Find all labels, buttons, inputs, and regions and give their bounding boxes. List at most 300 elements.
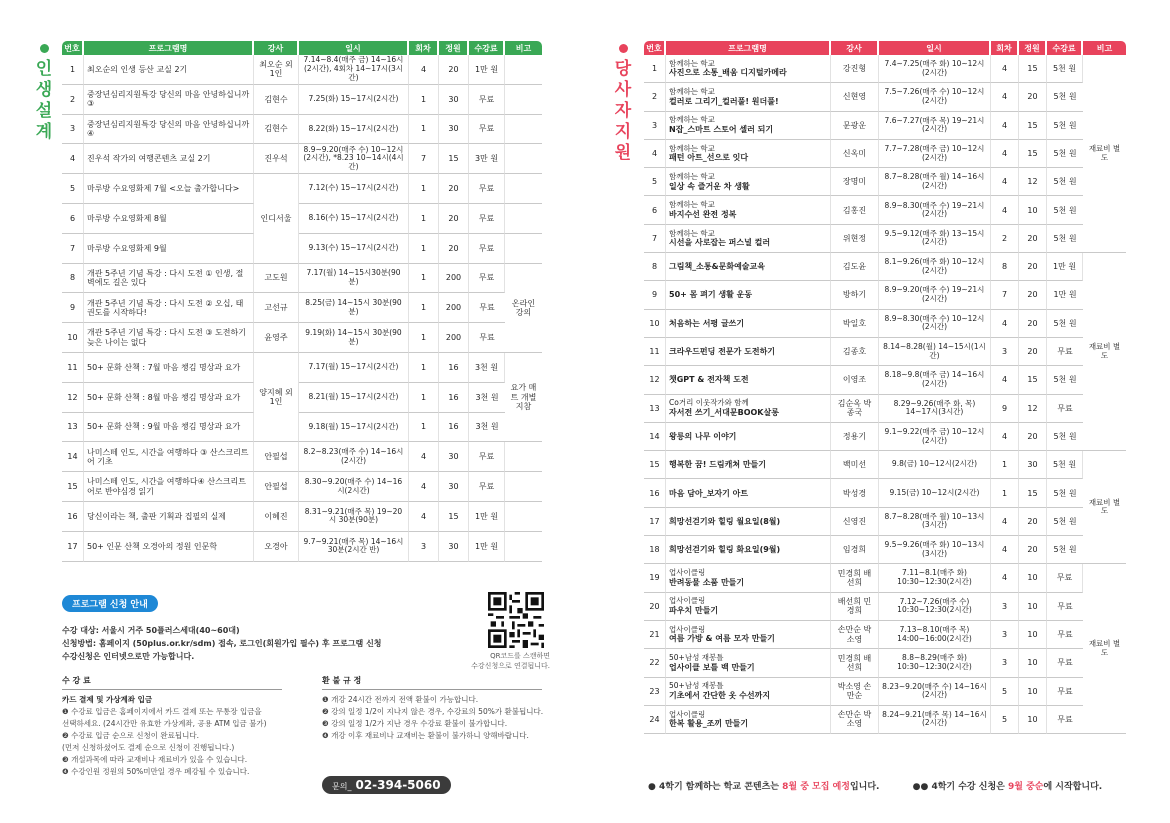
program-name <box>666 451 831 479</box>
header-note: 비고 <box>1083 41 1126 55</box>
program-title: N잡_스마트 스토어 셀러 되기 <box>669 124 774 134</box>
teacher-name: 김홍진 <box>831 196 879 224</box>
program-title: 바지수선 완전 정복 <box>669 209 737 219</box>
fee: 무료 <box>469 174 505 204</box>
label-char: 인 <box>35 59 53 79</box>
note1-text-end: 입니다. <box>849 782 880 792</box>
capacity: 200 <box>439 323 469 353</box>
program-name: 50+ 문화 산책 : 9월 마음 챙김 명상과 요가 <box>84 413 254 443</box>
program-name: 50+ 문화 산책 : 7월 마음 챙김 명상과 요가 <box>84 353 254 383</box>
header-fee: 수강료 <box>469 41 505 55</box>
session-count: 1 <box>409 293 439 323</box>
note-cell <box>505 85 542 115</box>
session-count: 8 <box>991 253 1019 281</box>
teacher-name: 문광운 <box>831 112 879 140</box>
teacher-name: 김현수 <box>254 115 299 145</box>
teacher-name: 임경희 <box>831 536 879 564</box>
label-char: 자 <box>614 101 632 121</box>
note-cell <box>505 502 542 532</box>
schedule-time: 8.21(월) 15~17시(2시간) <box>299 383 409 413</box>
schedule-time: 8.9~9.20(매주 수) 10~12시(2시간), *8.23 10~14시(4시간) <box>299 144 409 174</box>
teacher-name: 고도원 <box>254 264 299 294</box>
fee-line: ❹ 수강인원 정원의 50%미만일 경우 폐강될 수 있습니다. <box>62 767 250 776</box>
note-cell <box>505 144 542 174</box>
fee-line: (먼저 신청하셨어도 결제 순으로 신청이 진행됩니다.) <box>62 743 235 752</box>
capacity: 30 <box>439 115 469 145</box>
program-name <box>666 621 831 649</box>
row-number: 8 <box>644 253 666 281</box>
row-number: 13 <box>62 413 84 443</box>
application-guide-badge: 프로그램 신청 안내 <box>62 595 158 612</box>
note-cell: 재료비 별도 <box>1083 564 1126 734</box>
program-name: 최오순의 인생 등산 교실 2기 <box>84 55 254 85</box>
session-count: 1 <box>409 234 439 264</box>
schedule-time: 8.22(화) 15~17시(2시간) <box>299 115 409 145</box>
table-row <box>62 174 542 204</box>
program-category: 함께하는 학교 <box>669 200 715 210</box>
session-count: 3 <box>991 593 1019 621</box>
program-name: 나미스떼 인도, 시간을 여행하다④ 산스크리트어로 반야심경 읽기 <box>84 472 254 502</box>
capacity: 20 <box>1019 423 1047 451</box>
fee: 무료 <box>469 472 505 502</box>
session-count: 4 <box>409 442 439 472</box>
capacity: 20 <box>439 234 469 264</box>
note-cell <box>505 55 542 85</box>
session-count: 5 <box>991 678 1019 706</box>
bullet-dot <box>619 44 628 53</box>
program-name <box>666 366 831 394</box>
table-row <box>62 264 542 294</box>
program-category: 함께하는 학교 <box>669 143 715 153</box>
session-count: 3 <box>409 532 439 562</box>
table-row <box>62 234 542 264</box>
session-count: 4 <box>991 83 1019 111</box>
program-name <box>666 593 831 621</box>
note-cell: 재료비 별도 <box>1083 253 1126 451</box>
teacher-name: 방하기 <box>831 281 879 309</box>
session-count: 1 <box>409 323 439 353</box>
session-count: 4 <box>409 55 439 85</box>
fee-subtitle: 카드 결제 및 가상계좌 입금 <box>62 695 153 704</box>
program-category: 함께하는 학교 <box>669 87 715 97</box>
capacity: 30 <box>1019 451 1047 479</box>
session-count: 1 <box>409 85 439 115</box>
program-name <box>666 168 831 196</box>
section-label-life-design <box>33 40 55 143</box>
table-header-row <box>644 41 1126 55</box>
fee: 무료 <box>1047 593 1083 621</box>
fee: 무료 <box>469 264 505 294</box>
note-cell: 재료비 별도 <box>1083 55 1126 253</box>
schedule-time: 7.14~8.4(매주 금) 14~16시(2시간), 4회차 14~17시(3시간) <box>299 55 409 85</box>
row-number: 1 <box>62 55 84 85</box>
program-name: 나미스떼 인도, 시간을 여행하다 ③ 산스크리트어 기초 <box>84 442 254 472</box>
program-name <box>666 395 831 423</box>
schedule-time: 9.1~9.22(매주 금) 10~12시(2시간) <box>879 423 991 451</box>
schedule-time: 7.12~7.26(매주 수) 10:30~12:30(2시간) <box>879 593 991 621</box>
fee: 무료 <box>469 442 505 472</box>
teacher-name: 민경희 배선희 <box>831 564 879 592</box>
table-row <box>62 115 542 145</box>
qr-caption <box>440 651 550 671</box>
teacher-name: 양지혜 외 1인 <box>254 353 299 442</box>
fee: 무료 <box>1047 338 1083 366</box>
label-char: 원 <box>614 143 632 163</box>
fee: 5천 원 <box>1047 451 1083 479</box>
table-row <box>644 196 1126 224</box>
row-number: 17 <box>62 532 84 562</box>
fee: 무료 <box>1047 649 1083 677</box>
capacity: 15 <box>1019 366 1047 394</box>
table-row <box>644 479 1126 507</box>
row-number: 5 <box>62 174 84 204</box>
session-count: 1 <box>409 204 439 234</box>
program-name <box>666 678 831 706</box>
fee: 5천 원 <box>1047 55 1083 83</box>
session-count: 4 <box>991 508 1019 536</box>
row-number: 6 <box>644 196 666 224</box>
teacher-name: 안필섭 <box>254 442 299 472</box>
method-text: 신청방법: 홈페이지 (50plus.or.kr/sdm) 접속, 로그인(회원가입 필수) 후 프로그램 신청 <box>62 639 382 648</box>
table-row <box>62 413 542 443</box>
note-cell: 재료비 별도 <box>1083 451 1126 564</box>
table-row <box>644 395 1126 423</box>
row-number: 20 <box>644 593 666 621</box>
row-number: 11 <box>644 338 666 366</box>
teacher-name: 김도윤 <box>831 253 879 281</box>
schedule-time: 9.8(금) 10~12시(2시간) <box>879 451 991 479</box>
table-row <box>644 621 1126 649</box>
table-row <box>62 293 542 323</box>
row-number: 6 <box>62 204 84 234</box>
program-name: 50+ 인문 산책 오경아의 정원 인문학 <box>84 532 254 562</box>
table-row <box>62 502 542 532</box>
fee: 1만 원 <box>1047 281 1083 309</box>
capacity: 15 <box>1019 112 1047 140</box>
schedule-time: 7.5~7.26(매주 수) 10~12시(2시간) <box>879 83 991 111</box>
session-count: 3 <box>991 621 1019 649</box>
row-number: 17 <box>644 508 666 536</box>
program-name: 진우석 작가의 여행콘텐츠 교실 2기 <box>84 144 254 174</box>
header-teacher: 강사 <box>254 41 299 55</box>
program-name <box>666 225 831 253</box>
row-number: 2 <box>644 83 666 111</box>
session-count: 3 <box>991 338 1019 366</box>
header-no: 번호 <box>62 41 84 55</box>
schedule-time: 7.4~7.25(매주 화) 10~12시(2시간) <box>879 55 991 83</box>
capacity: 20 <box>439 204 469 234</box>
program-name: 중장년심리지원특강 당신의 마음 안녕하십니까 ③ <box>84 85 254 115</box>
note-cell <box>505 472 542 502</box>
row-number: 3 <box>644 112 666 140</box>
header-note: 비고 <box>505 41 542 55</box>
schedule-time: 7.7~7.28(매주 금) 10~12시(2시간) <box>879 140 991 168</box>
capacity: 15 <box>439 144 469 174</box>
schedule-time: 7.6~7.27(매주 목) 19~21시(2시간) <box>879 112 991 140</box>
row-number: 22 <box>644 649 666 677</box>
program-title: 희망선걷기와 힐링 월요일(8월) <box>669 516 781 526</box>
capacity: 20 <box>1019 310 1047 338</box>
refund-section <box>322 675 543 742</box>
program-name <box>666 479 831 507</box>
fee: 무료 <box>1047 621 1083 649</box>
program-title: 파우치 만들기 <box>669 606 719 615</box>
schedule-time: 9.5~9.26(매주 화) 10~13시(3시간) <box>879 536 991 564</box>
table-row <box>62 55 542 85</box>
row-number: 9 <box>644 281 666 309</box>
refund-title: 환 불 규 정 <box>322 675 542 690</box>
schedule-time: 8.23~9.20(매주 수) 14~16시(2시간) <box>879 678 991 706</box>
teacher-name: 박일호 <box>831 310 879 338</box>
schedule-time: 8.29~9.26(매주 화, 목) 14~17시(3시간) <box>879 395 991 423</box>
table-row <box>644 140 1126 168</box>
row-number: 3 <box>62 115 84 145</box>
schedule-time: 7.17(월) 14~15시30분(90분) <box>299 264 409 294</box>
row-number: 7 <box>62 234 84 264</box>
schedule-time: 8.25(금) 14~15시 30분(90분) <box>299 293 409 323</box>
note-cell <box>505 532 542 562</box>
row-number: 10 <box>62 323 84 353</box>
session-count: 2 <box>991 225 1019 253</box>
header-program: 프로그램명 <box>84 41 254 55</box>
header-capacity: 정원 <box>439 41 469 55</box>
bullet-dot <box>40 44 49 53</box>
teacher-name: 이혜진 <box>254 502 299 532</box>
footer-notes <box>648 779 1128 792</box>
contact-phone: 02-394-5060 <box>355 778 441 792</box>
table-row <box>644 593 1126 621</box>
header-program: 프로그램명 <box>666 41 831 55</box>
program-name <box>666 338 831 366</box>
row-number: 7 <box>644 225 666 253</box>
row-number: 1 <box>644 55 666 83</box>
teacher-name: 최오순 외 1인 <box>254 55 299 85</box>
schedule-time: 8.2~8.23(매주 수) 14~16시(2시간) <box>299 442 409 472</box>
capacity: 20 <box>1019 225 1047 253</box>
program-name: 마루방 수요영화제 7월 <오늘 출가합니다> <box>84 174 254 204</box>
schedule-time: 8.7~8.28(매주 월) 14~16시(2시간) <box>879 168 991 196</box>
teacher-name: 박소영 손만순 <box>831 678 879 706</box>
note-cell <box>505 174 542 204</box>
row-number: 18 <box>644 536 666 564</box>
program-name <box>666 536 831 564</box>
header-capacity: 정원 <box>1019 41 1047 55</box>
teacher-name: 강진형 <box>831 55 879 83</box>
capacity: 15 <box>1019 55 1047 83</box>
teacher-name: 고선규 <box>254 293 299 323</box>
program-category: Co거리 이웃작가와 함께 <box>669 398 749 408</box>
capacity: 200 <box>439 293 469 323</box>
schedule-time: 8.7~8.28(매주 월) 10~13시(3시간) <box>879 508 991 536</box>
label-char: 계 <box>35 122 53 142</box>
session-count: 4 <box>991 423 1019 451</box>
capacity: 15 <box>1019 479 1047 507</box>
capacity: 20 <box>1019 508 1047 536</box>
refund-line: ❶ 개강 24시간 전까지 전액 환불이 가능합니다. <box>322 695 479 704</box>
fee: 5천 원 <box>1047 140 1083 168</box>
session-count: 1 <box>991 479 1019 507</box>
program-category: 함께하는 학교 <box>669 228 715 238</box>
program-category: 업사이클링 <box>669 709 706 719</box>
teacher-name: 김종호 <box>831 338 879 366</box>
note2-text-end: 에 시작합니다. <box>1043 782 1103 792</box>
schedule-time: 8.9~8.30(매주 수) 10~12시(2시간) <box>879 310 991 338</box>
header-teacher: 강사 <box>831 41 879 55</box>
fee: 3만 원 <box>469 144 505 174</box>
program-title: 희망선걷기와 힐링 화요일(9월) <box>669 545 781 555</box>
program-name <box>666 281 831 309</box>
session-count: 1 <box>409 115 439 145</box>
fee: 3천 원 <box>469 413 505 443</box>
session-count: 1 <box>409 353 439 383</box>
session-count: 5 <box>991 706 1019 734</box>
capacity: 30 <box>439 442 469 472</box>
row-number: 13 <box>644 395 666 423</box>
capacity: 10 <box>1019 706 1047 734</box>
table-row <box>644 225 1126 253</box>
session-count: 7 <box>991 281 1019 309</box>
note2-text: ●● 4학기 수강 신청은 <box>912 782 1008 792</box>
session-count: 4 <box>991 564 1019 592</box>
program-name: 개관 5주년 기념 특강 : 다시 도전 ① 인생, 절벽에도 길은 있다 <box>84 264 254 294</box>
program-title: 왕릉의 나무 이야기 <box>669 431 737 441</box>
header-sessions: 회차 <box>991 41 1019 55</box>
session-count: 4 <box>991 310 1019 338</box>
fee: 무료 <box>469 204 505 234</box>
schedule-time: 8.9~8.30(매주 수) 19~21시(2시간) <box>879 196 991 224</box>
label-char: 지 <box>614 122 632 142</box>
program-title: 마음 담아_보자기 아트 <box>669 488 749 498</box>
capacity: 16 <box>439 413 469 443</box>
qr-code-icon[interactable] <box>488 592 544 648</box>
capacity: 30 <box>439 532 469 562</box>
row-number: 21 <box>644 621 666 649</box>
session-count: 4 <box>991 168 1019 196</box>
capacity: 30 <box>439 85 469 115</box>
program-category: 업사이클링 <box>669 596 706 606</box>
program-name: 마루방 수요영화제 9월 <box>84 234 254 264</box>
schedule-time: 7.17(월) 15~17시(2시간) <box>299 353 409 383</box>
program-category: 함께하는 학교 <box>669 115 715 125</box>
fee-title: 수 강 료 <box>62 675 282 690</box>
program-category: 50+남성 재봉틀 <box>669 681 724 691</box>
program-name <box>666 564 831 592</box>
program-category: 50+남성 재봉틀 <box>669 652 724 662</box>
label-char: 생 <box>35 80 53 100</box>
schedule-time: 8.8~8.29(매주 화) 10:30~12:30(2시간) <box>879 649 991 677</box>
row-number: 9 <box>62 293 84 323</box>
fee: 무료 <box>1047 395 1083 423</box>
fee: 5천 원 <box>1047 225 1083 253</box>
label-char: 당 <box>614 59 632 79</box>
program-name: 개관 5주년 기념 특강 : 다시 도전 ② 오십, 태권도를 시작하다! <box>84 293 254 323</box>
fee: 5천 원 <box>1047 310 1083 338</box>
table-row <box>644 253 1126 281</box>
capacity: 12 <box>1019 168 1047 196</box>
schedule-time: 8.18~9.8(매주 금) 14~16시(2시간) <box>879 366 991 394</box>
teacher-name: 김현수 <box>254 85 299 115</box>
session-count: 1 <box>409 174 439 204</box>
row-number: 4 <box>644 140 666 168</box>
table-row <box>644 678 1126 706</box>
row-number: 14 <box>62 442 84 472</box>
schedule-time: 8.30~9.20(매주 수) 14~16시(2시간) <box>299 472 409 502</box>
capacity: 20 <box>1019 536 1047 564</box>
table-row <box>644 168 1126 196</box>
table-row <box>644 564 1126 592</box>
fee-section <box>62 675 282 778</box>
teacher-name: 손만순 박소영 <box>831 621 879 649</box>
contact-phone-badge[interactable] <box>322 776 451 794</box>
row-number: 16 <box>62 502 84 532</box>
program-category: 업사이클링 <box>669 568 706 578</box>
session-count: 4 <box>991 55 1019 83</box>
program-name <box>666 508 831 536</box>
schedule-time: 8.14~8.28(월) 14~15시(1시간) <box>879 338 991 366</box>
fee: 무료 <box>469 323 505 353</box>
teacher-name: 민경희 배선희 <box>831 649 879 677</box>
schedule-time: 8.16(수) 15~17시(2시간) <box>299 204 409 234</box>
capacity: 10 <box>1019 196 1047 224</box>
table-row <box>644 536 1126 564</box>
fee-line: ❶ 수강료 입금은 홈페이지에서 카드 결제 또는 무통장 입금을 <box>62 707 262 716</box>
program-name <box>666 140 831 168</box>
note-cell: 온라인 강의 <box>505 264 542 353</box>
teacher-name: 신현영 <box>831 83 879 111</box>
program-title: 자서전 쓰기_서대문BOOK살롱 <box>669 407 779 417</box>
program-title: 여름 가방 & 여름 모자 만들기 <box>669 634 775 644</box>
header-schedule: 일시 <box>299 41 409 55</box>
capacity: 10 <box>1019 621 1047 649</box>
program-title: 50+ 몸 펴기 생활 운동 <box>669 290 753 300</box>
capacity: 20 <box>1019 83 1047 111</box>
header-fee: 수강료 <box>1047 41 1083 55</box>
program-category: 함께하는 학교 <box>669 171 715 181</box>
table-row <box>62 353 542 383</box>
note-cell <box>505 204 542 234</box>
teacher-name: 신옥미 <box>831 140 879 168</box>
note1-highlight: 8월 중 모집 예정 <box>782 782 850 792</box>
program-name <box>666 310 831 338</box>
fee-line: ❷ 수강료 입금 순으로 신청이 완료됩니다. <box>62 731 199 740</box>
capacity: 20 <box>1019 253 1047 281</box>
fee: 무료 <box>1047 564 1083 592</box>
capacity: 200 <box>439 264 469 294</box>
program-title: 챗GPT & 전자책 도전 <box>669 375 749 385</box>
row-number: 8 <box>62 264 84 294</box>
program-title: 반려동물 소품 만들기 <box>669 577 745 587</box>
table-header-row <box>62 41 542 55</box>
table-row <box>644 706 1126 734</box>
fee: 5천 원 <box>1047 112 1083 140</box>
program-title: 시선을 사로잡는 퍼스널 컬러 <box>669 238 771 248</box>
table-row <box>644 112 1126 140</box>
capacity: 20 <box>1019 281 1047 309</box>
program-category: 업사이클링 <box>669 624 706 634</box>
capacity: 20 <box>439 55 469 85</box>
schedule-time: 7.12(수) 15~17시(2시간) <box>299 174 409 204</box>
program-name: 마루방 수요영화제 8월 <box>84 204 254 234</box>
row-number: 5 <box>644 168 666 196</box>
table-row <box>644 338 1126 366</box>
fee: 무료 <box>469 85 505 115</box>
capacity: 10 <box>1019 649 1047 677</box>
fee: 5천 원 <box>1047 423 1083 451</box>
fee: 5천 원 <box>1047 196 1083 224</box>
label-char: 설 <box>35 101 53 121</box>
schedule-time: 7.13~8.10(매주 목) 14:00~16:00(2시간) <box>879 621 991 649</box>
capacity: 12 <box>1019 395 1047 423</box>
